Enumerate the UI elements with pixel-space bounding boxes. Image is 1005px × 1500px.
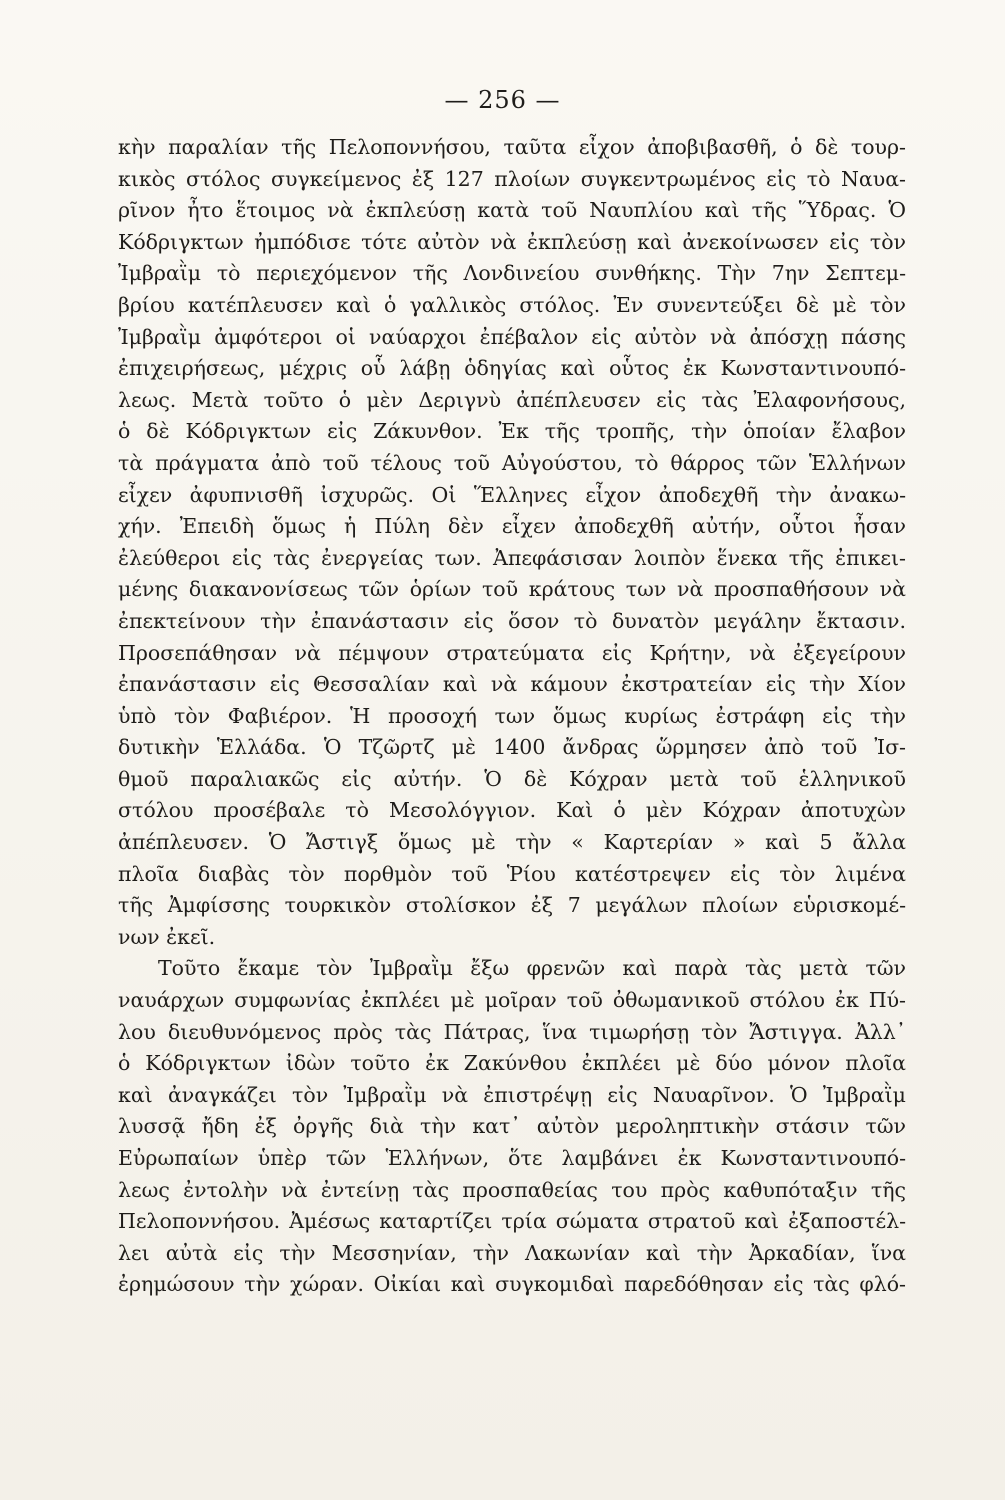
text-line: τὰ πράγματα ἀπὸ τοῦ τέλους τοῦ Αὐγούστου, τὸ θάρρος τῶν Ἑλλήνων	[118, 450, 906, 475]
text-line: βρίου κατέπλευσεν καὶ ὁ γαλλικὸς στόλος. Ἐν συνεντεύξει δὲ μὲ τὸν	[118, 292, 906, 317]
text-line: χήν. Ἐπειδὴ ὅμως ἡ Πύλη δὲν εἶχεν ἀποδεχθῆ αὐτήν, οὗτοι ἦσαν	[118, 514, 906, 539]
text-line: Προσεπάθησαν νὰ πέμψουν στρατεύματα εἰς Κρήτην, νὰ ἐξεγείρουν	[118, 640, 906, 665]
text-line: πλοῖα διαβὰς τὸν πορθμὸν τοῦ Ῥίου κατέστρεψεν εἰς τὸν λιμένα	[118, 861, 906, 886]
text-line: Ἰμβραῒμ ἀμφότεροι οἱ ναύαρχοι ἐπέβαλον εἰς αὐτὸν νὰ ἀπόσχῃ πάσης	[118, 324, 906, 349]
page-body-text	[118, 132, 906, 1301]
text-line: Κόδριγκτων ἠμπόδισε τότε αὐτὸν νὰ ἐκπλεύσῃ καὶ ἀνεκοίνωσεν εἰς τὸν	[118, 229, 906, 254]
text-line: τῆς Ἀμφίσσης τουρκικὸν στολίσκον ἐξ 7 μεγάλων πλοίων εὑρισκομέ-	[118, 893, 906, 918]
text-line: νων ἐκεῖ.	[118, 924, 216, 949]
text-line: στόλου προσέβαλε τὸ Μεσολόγγιον. Καὶ ὁ μὲν Κόχραν ἀποτυχὼν	[118, 798, 906, 823]
text-line: κικὸς στόλος συγκείμενος ἐξ 127 πλοίων συγκεντρωμένος εἰς τὸ Ναυα-	[118, 166, 906, 191]
text-line: μένης διακανονίσεως τῶν ὁρίων τοῦ κράτους των νὰ προσπαθήσουν νὰ	[118, 577, 906, 602]
text-line: λει αὐτὰ εἰς τὴν Μεσσηνίαν, τὴν Λακωνίαν καὶ τὴν Ἀρκαδίαν, ἵνα	[118, 1240, 906, 1265]
text-line: Τοῦτο ἔκαμε τὸν Ἰμβραῒμ ἔξω φρενῶν καὶ παρὰ τὰς μετὰ τῶν	[158, 956, 906, 981]
text-line: κὴν παραλίαν τῆς Πελοποννήσου, ταῦτα εἶχον ἀποβιβασθῆ, ὁ δὲ τουρ-	[118, 135, 906, 159]
text-line: Ἰμβραῒμ τὸ περιεχόμενον τῆς Λονδινείου συνθήκης. Τὴν 7ην Σεπτεμ-	[118, 261, 906, 286]
text-line: λεως ἐντολὴν νὰ ἐντείνῃ τὰς προσπαθείας του πρὸς καθυπόταξιν τῆς	[118, 1177, 906, 1202]
text-line: ναυάρχων συμφωνίας ἐκπλέει μὲ μοῖραν τοῦ ὀθωμανικοῦ στόλου ἐκ Πύ-	[118, 988, 906, 1013]
text-line: δυτικὴν Ἑλλάδα. Ὁ Τζῶρτζ μὲ 1400 ἄνδρας ὥρμησεν ἀπὸ τοῦ Ἰσ-	[118, 735, 906, 760]
text-line: ὁ Κόδριγκτων ἰδὼν τοῦτο ἐκ Ζακύνθου ἐκπλέει μὲ δύο μόνον πλοῖα	[118, 1051, 906, 1076]
text-line: ἐπανάστασιν εἰς Θεσσαλίαν καὶ νὰ κάμουν ἐκστρατείαν εἰς τὴν Χίον	[118, 672, 906, 697]
text-line: ἐπεκτείνουν τὴν ἐπανάστασιν εἰς ὅσον τὸ δυνατὸν μεγάλην ἔκτασιν.	[118, 608, 906, 633]
text-line: θμοῦ παραλιακῶς εἰς αὐτήν. Ὁ δὲ Κόχραν μετὰ τοῦ ἑλληνικοῦ	[118, 766, 906, 791]
text-line: ὑπὸ τὸν Φαβιέρον. Ἡ προσοχή των ὅμως κυρίως ἐστράφη εἰς τὴν	[118, 703, 906, 728]
text-line: λου διευθυνόμενος πρὸς τὰς Πάτρας, ἵνα τιμωρήσῃ τὸν Ἄστιγγα. Ἀλλ᾽	[118, 1019, 906, 1044]
text-line: Πελοποννήσου. Ἀμέσως καταρτίζει τρία σώματα στρατοῦ καὶ ἐξαποστέλ-	[118, 1209, 906, 1234]
text-line: ἐλεύθεροι εἰς τὰς ἐνεργείας των. Ἀπεφάσισαν λοιπὸν ἕνεκα τῆς ἐπικει-	[118, 545, 906, 570]
text-line: λυσσᾷ ἤδη ἐξ ὀργῆς διὰ τὴν κατ᾽ αὐτὸν μεροληπτικὴν στάσιν τῶν	[118, 1114, 906, 1139]
text-line: ἀπέπλευσεν. Ὁ Ἄστιγξ ὅμως μὲ τὴν « Καρτερίαν » καὶ 5 ἄλλα	[118, 830, 906, 855]
text-line: ὁ δὲ Κόδριγκτων εἰς Ζάκυνθον. Ἐκ τῆς τροπῆς, τὴν ὁποίαν ἔλαβον	[118, 419, 906, 444]
text-line: λεως. Μετὰ τοῦτο ὁ μὲν Δεριγνὺ ἀπέπλευσεν εἰς τὰς Ἐλαφονήσους,	[118, 387, 906, 412]
text-line: καὶ ἀναγκάζει τὸν Ἰμβραῒμ νὰ ἐπιστρέψῃ εἰς Ναυαρῖνον. Ὁ Ἰμβραῒμ	[118, 1082, 906, 1107]
text-line: ρῖνον ἦτο ἕτοιμος νὰ ἐκπλεύσῃ κατὰ τοῦ Ναυπλίου καὶ τῆς Ὕδρας. Ὁ	[118, 198, 906, 223]
text-line: Εὐρωπαίων ὑπὲρ τῶν Ἑλλήνων, ὅτε λαμβάνει ἐκ Κωνσταντινουπό-	[118, 1146, 906, 1170]
text-line: εἶχεν ἀφυπνισθῆ ἰσχυρῶς. Οἱ Ἕλληνες εἶχον ἀποδεχθῆ τὴν ἀνακω-	[118, 482, 906, 507]
text-line: ἐπιχειρήσεως, μέχρις οὗ λάβῃ ὁδηγίας καὶ οὗτος ἐκ Κωνσταντινουπό-	[118, 356, 906, 381]
page-number: — 256 —	[444, 86, 561, 114]
text-line: ἐρημώσουν τὴν χώραν. Οἰκίαι καὶ συγκομιδαὶ παρεδόθησαν εἰς τὰς φλό-	[118, 1272, 906, 1297]
